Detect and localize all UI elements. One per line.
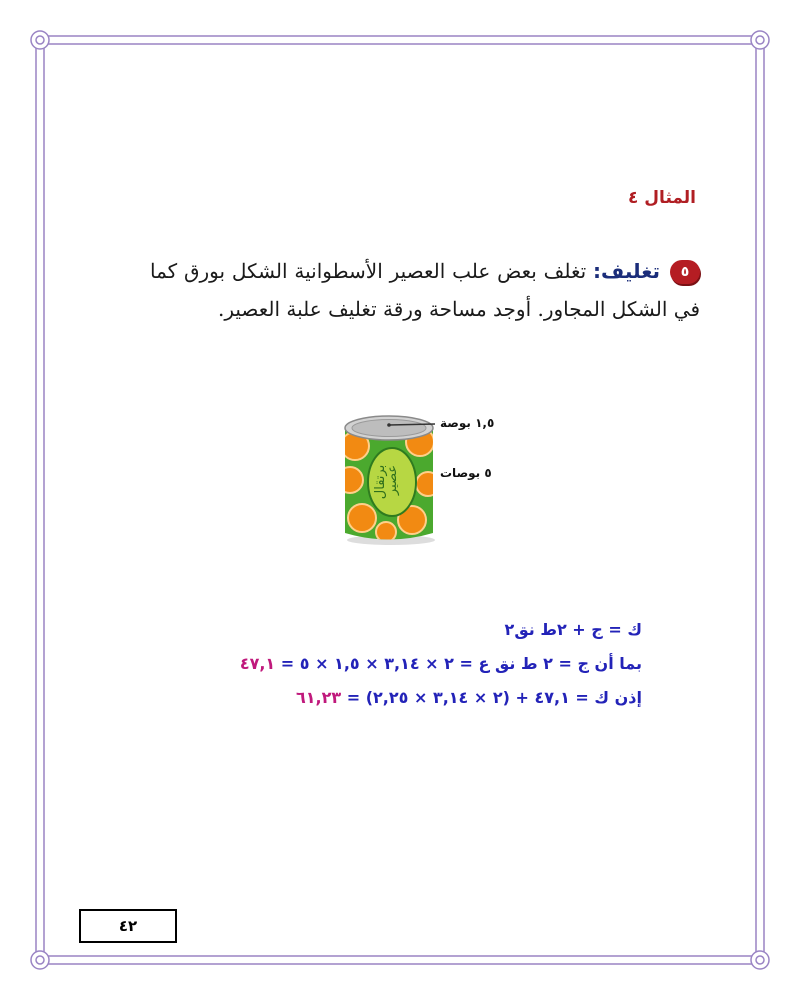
can-label-word-1: عصير (385, 464, 400, 496)
total-area-expression: إذن ك = ٤٧,١ + (٢ × ٣,١٤ × ٢,٢٥) = (341, 688, 642, 707)
radius-dimension-label: ١,٥ بوصة (440, 416, 495, 430)
height-dimension-label: ٥ بوصات (440, 466, 492, 480)
solution-total-area (296, 688, 642, 707)
total-area-result: ٦١,٢٣ (296, 688, 342, 707)
page-number-box (79, 909, 177, 943)
lateral-area-expression: بما أن ج = ٢ ط نق ع = ٢ × ٣,١٤ × ١,٥ × ٥ = (275, 654, 642, 673)
radius-line (389, 424, 435, 425)
page-number: ٤٢ (118, 917, 138, 935)
problem-number-badge: ٥ (670, 260, 700, 284)
lateral-area-result: ٤٧,١ (239, 654, 276, 673)
can-label-word-2: برتقال (373, 464, 388, 500)
problem-statement (150, 252, 700, 328)
problem-keyword: تغليف: (593, 259, 660, 283)
juice-can-illustration (340, 408, 438, 548)
example-title: المثال ٤ (628, 188, 696, 208)
problem-text: تغلف بعض علب العصير الأسطوانية الشكل بورق كما في الشكل المجاور. أوجد مساحة ورقة تغليف علبة العصير. (150, 259, 700, 321)
solution-lateral-area (240, 654, 642, 673)
solution-formula: ك = ج + ٢ط نق٢ (504, 620, 642, 639)
